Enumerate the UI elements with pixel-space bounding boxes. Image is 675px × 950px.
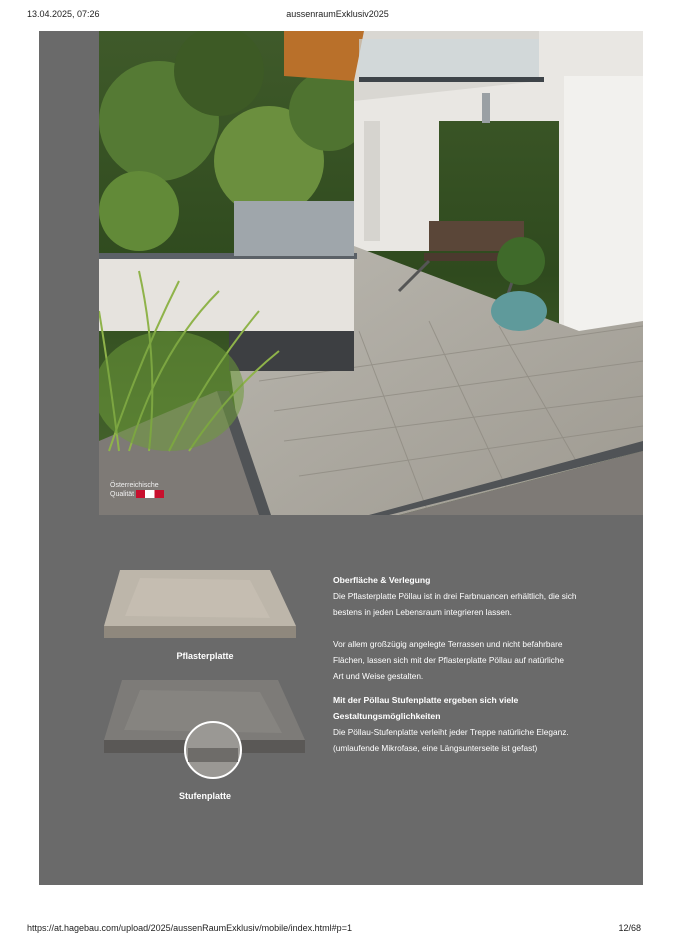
heading-surface-laying: Oberfläche & Verlegung (333, 575, 431, 585)
stufenplatte-caption: Stufenplatte (178, 791, 231, 801)
print-title: aussenraumExklusiv2025 (286, 9, 389, 19)
pflasterplatte-image (100, 568, 300, 648)
quality-badge (110, 481, 164, 499)
quality-badge-line2: Qualität (110, 491, 135, 498)
paragraph-3-line-2: (umlaufende Mikrofase, eine Längsunterseite ist gefast) (333, 743, 538, 753)
austria-flag-icon (136, 490, 164, 498)
terrace-photo (99, 31, 643, 515)
heading-step-plate-line-2: Gestaltungsmöglichkeiten (333, 711, 441, 721)
stufenplatte-image (100, 678, 310, 788)
print-datetime: 13.04.2025, 07:26 (27, 9, 100, 19)
paragraph-1-line-1: Die Pflasterplatte Pöllau ist in drei Farbnuancen erhältlich, die sich (333, 591, 577, 601)
paragraph-2-line-1: Vor allem großzügig angelegte Terrassen und nicht befahrbare (333, 639, 563, 649)
paragraph-2-line-2: Flächen, lassen sich mit der Pflasterplatte Pöllau auf natürliche (333, 655, 565, 665)
paragraph-3-line-1: Die Pöllau-Stufenplatte verleiht jeder Treppe natürliche Eleganz. (333, 727, 569, 737)
product-description (333, 572, 577, 756)
print-url: https://at.hagebau.com/upload/2025/aussenRaumExklusiv/mobile/index.html#p=1 (27, 923, 352, 933)
quality-badge-line1: Österreichische (110, 482, 159, 489)
paragraph-1-line-2: bestens in jeden Lebensraum integrieren lassen. (333, 607, 512, 617)
print-page-number: 12/68 (618, 923, 641, 933)
paragraph-2-line-3: Art und Weise gestalten. (333, 671, 424, 681)
pflasterplatte-caption: Pflasterplatte (176, 651, 234, 661)
heading-step-plate-line-1: Mit der Pöllau Stufenplatte ergeben sich viele (333, 695, 519, 705)
